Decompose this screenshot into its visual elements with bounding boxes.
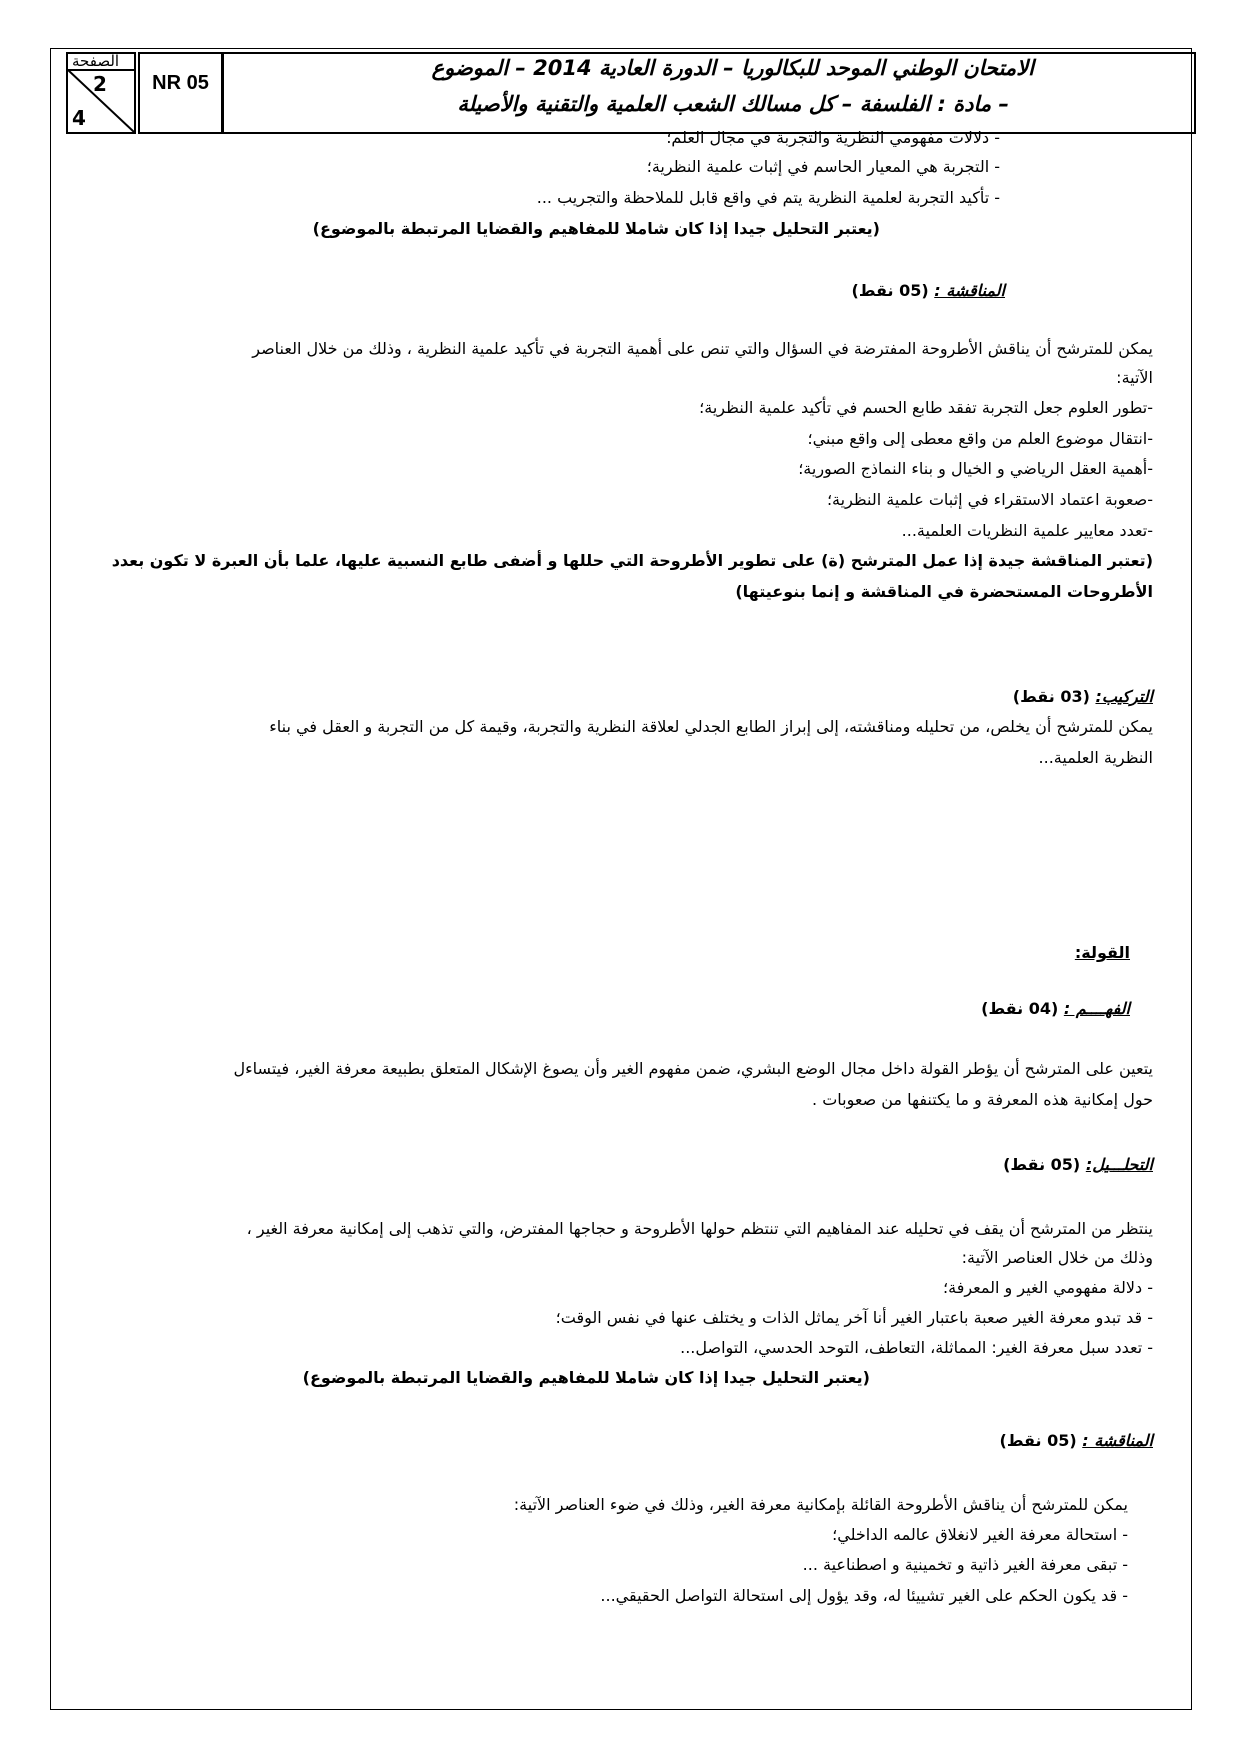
section-heading-analysis [1003, 1154, 1153, 1176]
section-heading-synthesis [1013, 686, 1153, 708]
section-title: التحلـــيل: [1085, 1155, 1153, 1174]
list-item: - التجربة هي المعيار الحاسم في إثبات علمية النظرية؛ [646, 157, 1000, 176]
section-title: القولة: [1074, 943, 1130, 962]
paragraph-line: يمكن للمترشح أن يناقش الأطروحة المفترضة في السؤال والتي تنص على أهمية التجربة في تأكيد علمية النظرية ، وذلك من خلال العناصر [252, 339, 1153, 358]
exam-code-box [138, 52, 223, 134]
section-title: المناقشة : [1082, 1431, 1153, 1450]
grading-note: الأطروحات المستحضرة في المناقشة و إنما بنوعيتها) [735, 582, 1153, 601]
list-item: -صعوبة اعتماد الاستقراء في إثبات علمية النظرية؛ [826, 490, 1153, 509]
section-heading-discussion [852, 280, 1005, 302]
section-points: (05 نقط) [999, 1431, 1077, 1450]
exam-subject: – مادة : الفلسفة – كل مسالك الشعب العلمية والتقنية والأصيلة [457, 92, 1009, 116]
list-item: -انتقال موضوع العلم من واقع معطى إلى واقع مبني؛ [807, 429, 1153, 448]
section-points: (05 نقط) [1003, 1155, 1081, 1174]
page-label: الصفحة [72, 52, 120, 70]
list-item: - دلالات مفهومي النظرية والتجربة في مجال العلم؛ [666, 128, 1000, 147]
paragraph-line: الآتية: [1116, 368, 1153, 387]
paragraph-line: ينتظر من المترشح أن يقف في تحليله عند المفاهيم التي تنتظم حولها الأطروحة و حجاجها المفترض، والتي تذهب إلى إمكانية معرفة الغير ، [246, 1219, 1153, 1238]
grading-note: (يعتبر التحليل جيدا إذا كان شاملا للمفاهيم والقضايا المرتبطة بالموضوع) [302, 1368, 870, 1387]
list-item: - تبقى معرفة الغير ذاتية و تخمينية و اصطناعية ... [802, 1555, 1128, 1574]
paragraph-line: النظرية العلمية... [1038, 748, 1153, 767]
list-item: -أهمية العقل الرياضي و الخيال و بناء النماذج الصورية؛ [798, 459, 1153, 478]
grading-note: (تعتبر المناقشة جيدة إذا عمل المترشح (ة) على تطوير الأطروحة التي حللها و أضفى طابع النسبية عليها، علما بأن العبرة لا تكون بعدد [111, 551, 1153, 570]
section-heading-understanding [981, 998, 1130, 1020]
list-item: - قد يكون الحكم على الغير تشييئا له، وقد يؤول إلى استحالة التواصل الحقيقي... [600, 1586, 1128, 1605]
section-title: التركيب: [1095, 687, 1153, 706]
section-title: المناقشة : [934, 281, 1005, 300]
section-points: (04 نقط) [981, 999, 1059, 1018]
paragraph-line: يمكن للمترشح أن يناقش الأطروحة القائلة بإمكانية معرفة الغير، وذلك في ضوء العناصر الآتية: [513, 1495, 1128, 1514]
list-item: -تعدد معايير علمية النظريات العلمية... [901, 521, 1153, 540]
exam-header [48, 48, 1192, 128]
section-heading-discussion [1000, 1430, 1153, 1452]
paragraph-line: حول إمكانية هذه المعرفة و ما يكتنفها من صعوبات . [812, 1090, 1153, 1109]
list-item: - تأكيد التجربة لعلمية النظرية يتم في واقع قابل للملاحظة والتجريب ... [536, 188, 1000, 207]
total-pages: 4 [72, 106, 86, 130]
list-item: -تطور العلوم جعل التجربة تفقد طابع الحسم في تأكيد علمية النظرية؛ [699, 398, 1153, 417]
page-frame [50, 48, 1192, 1710]
list-item: - استحالة معرفة الغير لانغلاق عالمه الداخلي؛ [832, 1525, 1128, 1544]
title-box [222, 52, 1196, 134]
page-number: 2 [93, 72, 107, 96]
section-points: (05 نقط) [851, 281, 929, 300]
list-item: - دلالة مفهومي الغير و المعرفة؛ [943, 1278, 1153, 1297]
section-title: الفهــــم : [1063, 999, 1130, 1018]
page-number-box [66, 52, 136, 134]
section-heading-quote [1075, 942, 1130, 964]
paragraph-line: وذلك من خلال العناصر الآتية: [961, 1248, 1153, 1267]
list-item: - قد تبدو معرفة الغير صعبة باعتبار الغير أنا آخر يماثل الذات و يختلف عنها في نفس الوقت؛ [555, 1308, 1153, 1327]
section-points: (03 نقط) [1012, 687, 1090, 706]
paragraph-line: يمكن للمترشح أن يخلص، من تحليله ومناقشته، إلى إبراز الطابع الجدلي لعلاقة النظرية والتجربة، وقيمة كل من التجربة و العقل في بناء [269, 717, 1153, 736]
list-item: - تعدد سبل معرفة الغير: المماثلة، التعاطف، التوحد الحدسي، التواصل... [680, 1338, 1153, 1357]
exam-title: الامتحان الوطني الموحد للبكالوريا – الدورة العادية 2014 – الموضوع [431, 56, 1034, 80]
grading-note: (يعتبر التحليل جيدا إذا كان شاملا للمفاهيم والقضايا المرتبطة بالموضوع) [312, 219, 880, 238]
paragraph-line: يتعين على المترشح أن يؤطر القولة داخل مجال الوضع البشري، ضمن مفهوم الغير وأن يصوغ الإشكال المتعلق بطبيعة معرفة الغير، فيتساءل [233, 1059, 1153, 1078]
exam-code: NR 05 [152, 72, 209, 94]
